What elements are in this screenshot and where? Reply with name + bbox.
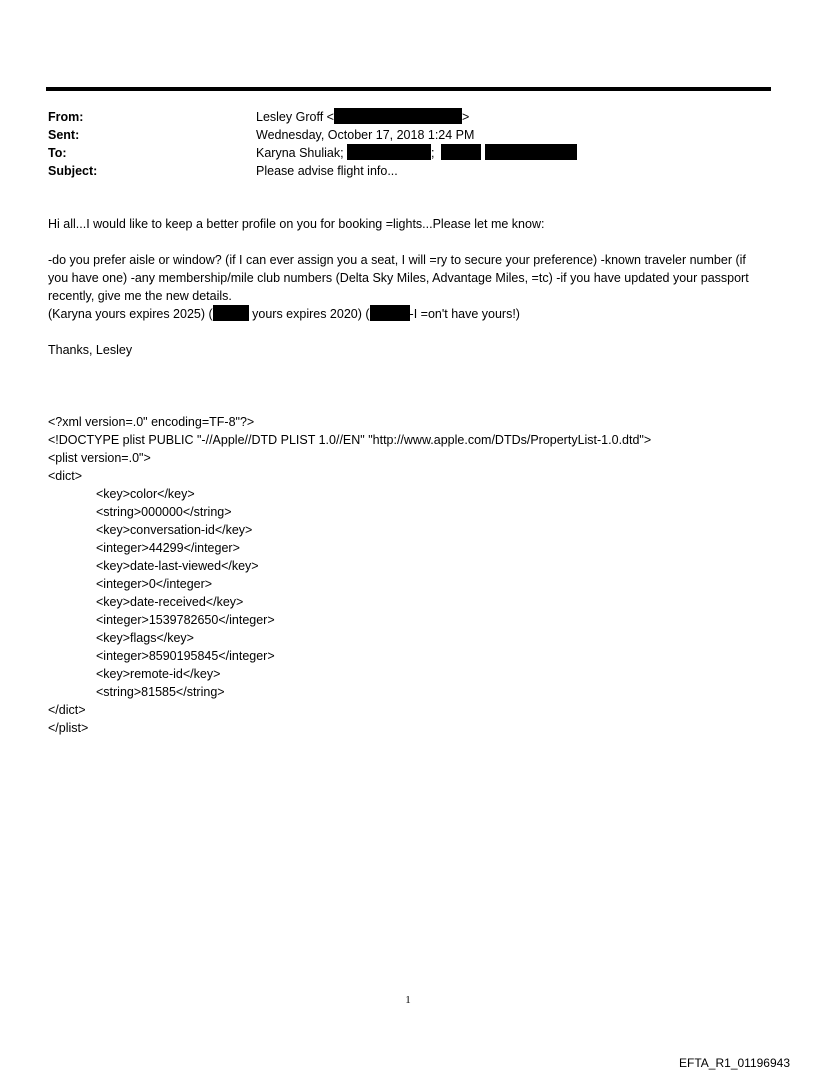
from-label: From: xyxy=(48,110,84,124)
email-greeting xyxy=(48,215,763,233)
plist-block xyxy=(48,413,651,737)
plist-line: <plist version=.0"> xyxy=(48,451,151,465)
plist-line: </plist> xyxy=(48,721,89,735)
to-label: To: xyxy=(48,146,67,160)
email-paragraph xyxy=(48,251,763,323)
plist-line: <integer>44299</integer> xyxy=(96,541,240,555)
header-rule xyxy=(46,87,771,91)
plist-line: <key>date-last-viewed</key> xyxy=(96,559,259,573)
page-number: 1 xyxy=(405,994,411,1006)
plist-line: <integer>0</integer> xyxy=(96,577,213,591)
sent-label: Sent: xyxy=(48,128,80,142)
paragraph-text: -do you prefer aisle or window? (if I can ever assign you a seat, I will =ry to secure your preference) -known traveler number (if you have one) -any membership/mile club numbers (Delta Sky Miles, Advantage Miles, =tc) -if you have updated your passport recently, give me the new details. xyxy=(48,253,749,303)
redaction-box xyxy=(485,144,577,160)
from-close: > xyxy=(461,110,470,124)
signoff-text: Thanks, Lesley xyxy=(48,343,133,357)
bates-number: EFTA_R1_01196943 xyxy=(679,1056,790,1070)
subject-row xyxy=(48,162,728,180)
plist-line: <key>date-received</key> xyxy=(96,595,244,609)
passport-text-1: (Karyna yours expires 2025) ( xyxy=(48,307,213,321)
from-value xyxy=(256,108,469,126)
plist-line: </dict> xyxy=(48,703,86,717)
plist-line: <dict> xyxy=(48,469,83,483)
plist-line: <?xml version=.0" encoding=TF-8"?> xyxy=(48,415,255,429)
plist-line: <key>conversation-id</key> xyxy=(96,523,253,537)
to-row xyxy=(48,144,728,162)
plist-line: <key>flags</key> xyxy=(96,631,194,645)
plist-line: <key>color</key> xyxy=(96,487,195,501)
to-recipient: Karyna Shuliak; xyxy=(256,146,348,160)
subject-label: Subject: xyxy=(48,164,98,178)
redaction-box xyxy=(213,305,249,321)
plist-line: <key>remote-id</key> xyxy=(96,667,221,681)
to-value xyxy=(256,144,577,162)
redaction-box xyxy=(334,108,462,124)
passport-text-3: -I =on't have yours!) xyxy=(409,307,520,321)
passport-line xyxy=(48,305,763,323)
plist-line: <!DOCTYPE plist PUBLIC "-//Apple//DTD PLIST 1.0//EN" "http://www.apple.com/DTDs/PropertyList-1.0.dtd"> xyxy=(48,433,652,447)
to-separator: ; xyxy=(431,146,435,160)
sent-value: Wednesday, October 17, 2018 1:24 PM xyxy=(256,128,475,142)
plist-line: <integer>1539782650</integer> xyxy=(96,613,275,627)
redaction-box xyxy=(370,305,410,321)
plist-line: <integer>8590195845</integer> xyxy=(96,649,275,663)
email-header xyxy=(48,108,728,180)
redaction-box xyxy=(441,144,481,160)
email-signoff xyxy=(48,341,763,359)
plist-line: <string>81585</string> xyxy=(96,685,225,699)
from-name: Lesley Groff < xyxy=(256,110,334,124)
from-row xyxy=(48,108,728,126)
sent-row xyxy=(48,126,728,144)
plist-line: <string>000000</string> xyxy=(96,505,232,519)
passport-text-2: yours expires 2020) ( xyxy=(248,307,370,321)
subject-value: Please advise flight info... xyxy=(256,164,398,178)
redaction-box xyxy=(347,144,431,160)
greeting-text: Hi all...I would like to keep a better profile on you for booking =lights...Please let me know: xyxy=(48,217,545,231)
